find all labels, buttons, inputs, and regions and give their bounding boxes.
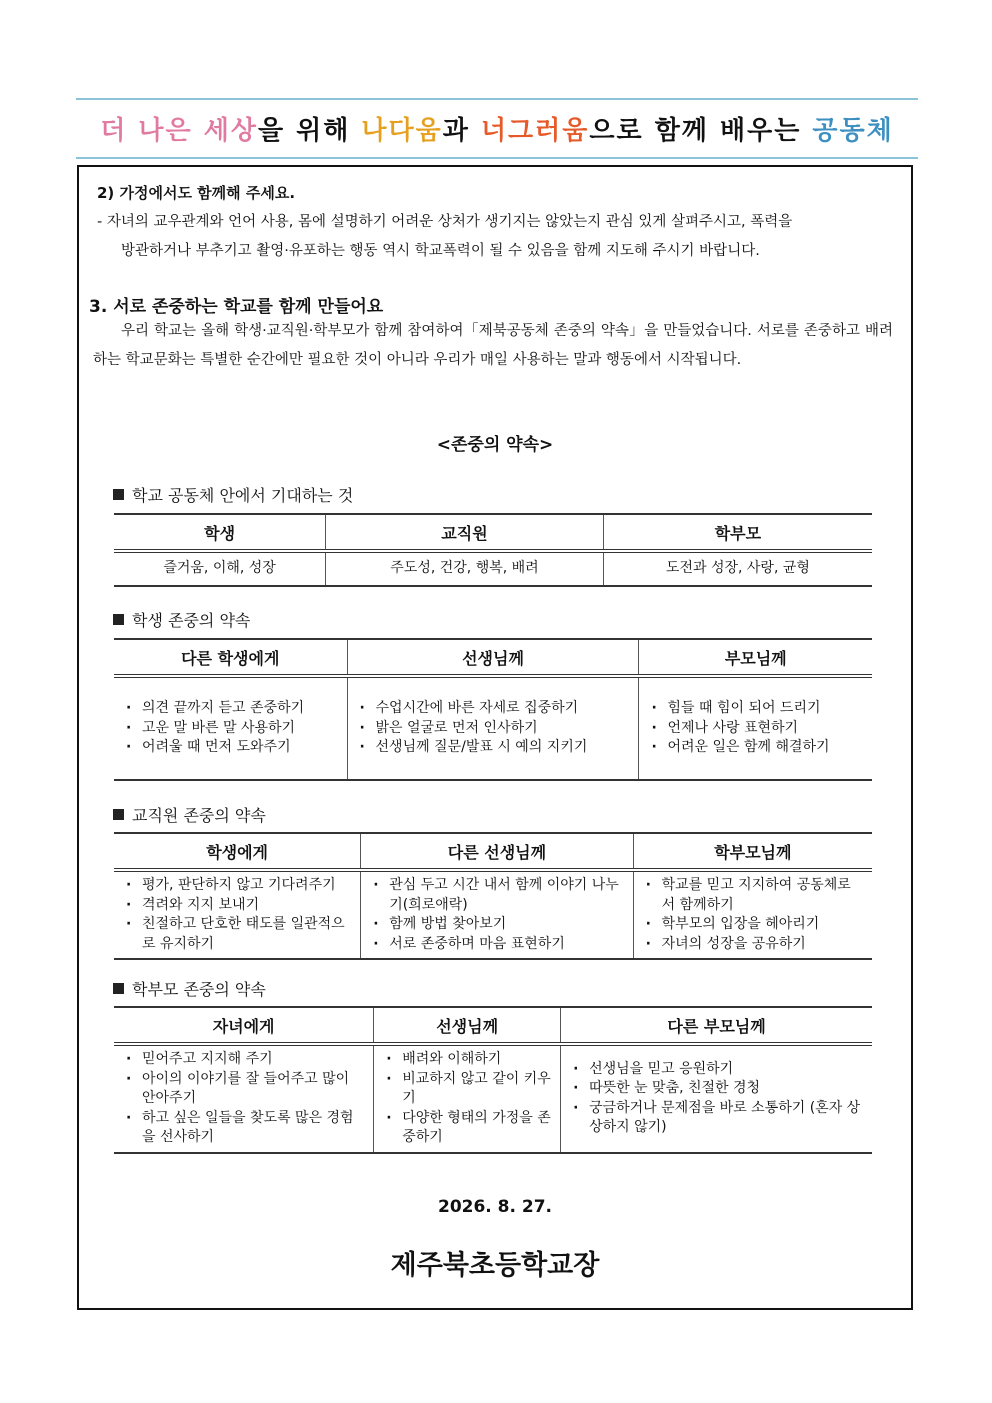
list-cell [633, 870, 872, 959]
list-cell [361, 870, 633, 959]
bullet-list [647, 699, 864, 758]
header-cell: 자녀에게 [114, 1007, 374, 1044]
list-item: · 서로 존중하며 마음 표현하기 [369, 935, 624, 955]
list-item: · 비교하지 않고 같이 키우기 [382, 1070, 552, 1109]
table-3-title: 학부모 존중의 약속 [113, 977, 266, 1000]
document-date: 2026. 8. 27. [437, 1197, 552, 1217]
list-cell [374, 1044, 561, 1153]
banner-segment: 과 [442, 116, 481, 146]
section2-line1: - 자녀의 교우관계와 언어 사용, 몸에 설명하기 어려운 상처가 생기지는 않았는지 관심 있게 살펴주시고, 폭력을 [97, 214, 793, 230]
square-bullet-icon [113, 614, 124, 625]
banner-segment: 더 나은 세상 [100, 116, 258, 146]
section3-body: 우리 학교는 올해 학생·교직원·학부모가 함께 참여하여「제북공동체 존중의 약속」을 만들었습니다. 서로를 존중하고 배려하는 학교문화는 특별한 순간에만 필요한 것이 아니라 우리가 매일 사용하는 말과 행동에서 시작됩니다. [93, 323, 893, 368]
header-cell: 다른 선생님께 [361, 833, 633, 870]
expectation-table [114, 513, 872, 587]
bullet-list [122, 876, 352, 954]
list-item: · 학부모의 입장을 헤아리기 [642, 915, 864, 935]
list-item: · 관심 두고 시간 내서 함께 이야기 나누기(희로애락) [369, 876, 624, 915]
parent-promise-table [114, 1006, 872, 1154]
list-cell [114, 1044, 374, 1153]
list-item: · 선생님께 질문/발표 시 예의 지키기 [356, 738, 631, 758]
list-item: · 따뜻한 눈 맞춤, 친절한 경청 [569, 1079, 864, 1099]
list-item: · 자녀의 성장을 공유하기 [642, 935, 864, 955]
bullet-list [356, 699, 631, 758]
banner-segment: 나다움 [361, 116, 443, 146]
bullet-list [569, 1060, 864, 1138]
square-bullet-icon [113, 489, 124, 500]
section2-line2: 방관하거나 부추기고 촬영·유포하는 행동 역시 학교폭력이 될 수 있음을 함께 지도해 주시기 바랍니다. [121, 243, 760, 259]
section2-body [97, 208, 897, 266]
staff-promise-table [114, 832, 872, 960]
section3-heading: 3. 서로 존중하는 학교를 함께 만들어요 [89, 297, 384, 317]
promise-title: <존중의 약속> [436, 435, 554, 455]
list-item: · 힘들 때 힘이 되어 드리기 [647, 699, 864, 719]
value-cell: 즐거움, 이해, 성장 [114, 551, 326, 586]
bullet-list [382, 1050, 552, 1148]
list-item: · 고운 말 바른 말 사용하기 [122, 719, 339, 739]
table-1-title: 학생 존중의 약속 [113, 608, 250, 631]
list-item: · 어려운 일은 함께 해결하기 [647, 738, 864, 758]
list-item: · 평가, 판단하지 않고 기다려주기 [122, 876, 352, 896]
list-item: · 선생님을 믿고 응원하기 [569, 1060, 864, 1080]
list-item: · 아이의 이야기를 잘 들어주고 많이 안아주기 [122, 1070, 365, 1109]
list-cell [561, 1044, 872, 1153]
list-cell [347, 676, 639, 780]
list-item: · 하고 싶은 일들을 찾도록 많은 경험을 선사하기 [122, 1109, 365, 1148]
value-cell: 주도성, 건강, 행복, 배려 [326, 551, 604, 586]
list-item: · 다양한 형태의 가정을 존중하기 [382, 1109, 552, 1148]
list-cell [114, 676, 347, 780]
header-cell: 학생에게 [114, 833, 361, 870]
list-item: · 함께 방법 찾아보기 [369, 915, 624, 935]
banner-segment: 을 위해 [257, 116, 362, 146]
banner-segment: 너그러움 [480, 116, 590, 146]
list-item: · 밝은 얼굴로 먼저 인사하기 [356, 719, 631, 739]
list-item: · 언제나 사랑 표현하기 [647, 719, 864, 739]
header-cell: 학부모 [603, 514, 872, 551]
bullet-list [122, 699, 339, 758]
square-bullet-icon [113, 809, 124, 820]
header-cell: 학생 [114, 514, 326, 551]
table-0-title: 학교 공동체 안에서 기대하는 것 [113, 483, 353, 506]
content-frame [77, 165, 913, 1310]
list-item: · 의견 끝까지 듣고 존중하기 [122, 699, 339, 719]
header-cell: 다른 부모님께 [561, 1007, 872, 1044]
table-2-title: 교직원 존중의 약속 [113, 803, 266, 826]
bullet-list [369, 876, 624, 954]
list-item: · 믿어주고 지지해 주기 [122, 1050, 365, 1070]
header-cell: 선생님께 [347, 639, 639, 676]
list-item: · 친절하고 단호한 태도를 일관적으로 유지하기 [122, 915, 352, 954]
banner-segment: 으로 함께 배우는 [589, 116, 813, 146]
list-item: · 수업시간에 바른 자세로 집중하기 [356, 699, 631, 719]
bullet-list [122, 1050, 365, 1148]
header-cell: 선생님께 [374, 1007, 561, 1044]
value-cell: 도전과 성장, 사랑, 균형 [603, 551, 872, 586]
header-cell: 부모님께 [639, 639, 872, 676]
list-item: · 격려와 지지 보내기 [122, 896, 352, 916]
header-cell: 다른 학생에게 [114, 639, 347, 676]
list-cell [114, 870, 361, 959]
header-cell: 교직원 [326, 514, 604, 551]
bullet-list [642, 876, 864, 954]
header-cell: 학부모님께 [633, 833, 872, 870]
title-banner [76, 98, 918, 159]
list-item: · 배려와 이해하기 [382, 1050, 552, 1070]
banner-segment: 공동체 [812, 116, 894, 146]
square-bullet-icon [113, 983, 124, 994]
list-item: · 학교를 믿고 지지하여 공동체로 서 함께하기 [642, 876, 864, 915]
list-item: · 궁금하거나 문제점을 바로 소통하기 (혼자 상상하지 않기) [569, 1099, 864, 1138]
list-item: · 어려울 때 먼저 도와주기 [122, 738, 339, 758]
banner-title [100, 110, 893, 147]
principal-signature: 제주북초등학교장 [390, 1250, 600, 1281]
section2-heading: 2) 가정에서도 함께해 주세요. [97, 184, 296, 202]
student-promise-table [114, 638, 872, 781]
list-cell [639, 676, 872, 780]
